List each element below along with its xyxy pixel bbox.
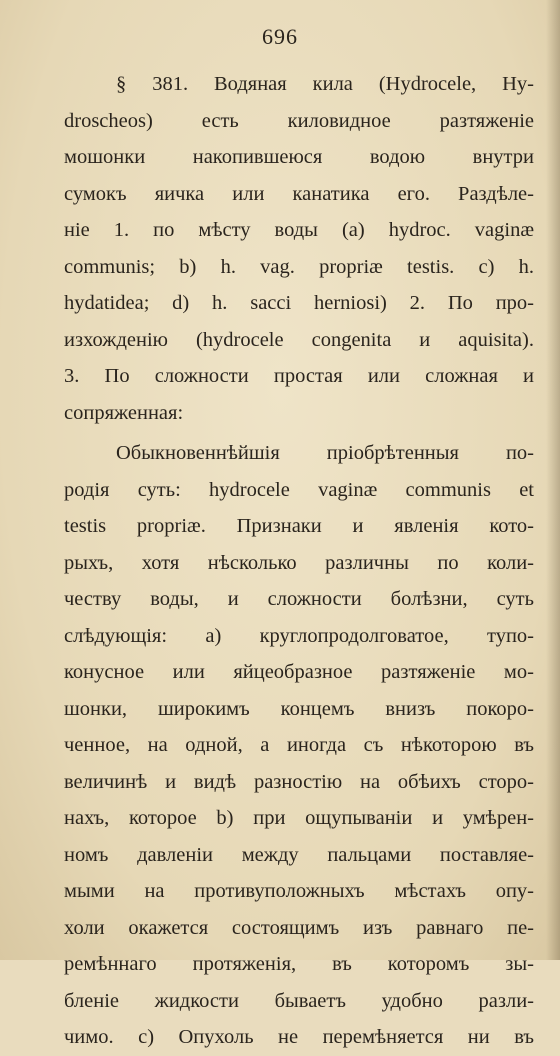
text-line: Обыкновеннѣйшія пріобрѣтенныя по- bbox=[116, 442, 534, 464]
text-line: hydatidea; d) h. sacci herniosi) 2. По про- bbox=[64, 292, 534, 314]
text-line: мошонки накопившеюся водою внутри bbox=[64, 146, 534, 168]
text-line: 3. По сложности простая или сложная и bbox=[64, 365, 534, 387]
text-line: ніе 1. по мѣсту воды (а) hydroc. vaginæ bbox=[64, 219, 534, 241]
text-line: § 381. Водяная кила (Hydrocele, Hy- bbox=[116, 73, 534, 95]
text-line: рыхъ, хотя нѣсколько различны по коли- bbox=[64, 551, 534, 574]
text-line: слѣдующія: а) круглопродолговатое, тупо- bbox=[64, 624, 534, 647]
text-line: мыми на противуположныхъ мѣстахъ опу- bbox=[64, 880, 534, 902]
text-line: изхожденію (hydrocele congenita и aquisita). bbox=[64, 328, 534, 351]
page-number: 696 bbox=[262, 24, 298, 49]
page-edge-shadow bbox=[546, 0, 560, 960]
text-line: testis propriæ. Признаки и явленія кото- bbox=[64, 515, 534, 537]
text-line: номъ давленіи между пальцами поставляе- bbox=[64, 843, 534, 866]
text-line: родія суть: hydrocele vaginæ communis et bbox=[64, 478, 534, 501]
text-line: нахъ, которое b) при ощупываніи и умѣрен- bbox=[64, 807, 534, 829]
text-line: величинѣ и видѣ разностію на обѣихъ сторо- bbox=[64, 770, 534, 793]
text-line: ремѣннаго протяженія, въ которомъ зы- bbox=[64, 953, 534, 975]
text-line: холи окажется состоящимъ изъ равнаго пе- bbox=[64, 916, 534, 939]
text-line: бленіе жидкости бываетъ удобно разли- bbox=[64, 989, 534, 1012]
text-line: droscheos) есть киловидное разтяженіе bbox=[64, 109, 534, 132]
text-line: сумокъ яичка или канатика его. Раздѣле- bbox=[64, 182, 534, 205]
text-line: ченное, на одной, а иногда съ нѣкоторою въ bbox=[64, 734, 534, 756]
text-line: communis; b) h. vag. propriæ testis. c) h. bbox=[64, 255, 534, 278]
text-line: шонки, широкимъ концемъ внизъ покоро- bbox=[64, 697, 534, 720]
page-text bbox=[64, 66, 534, 1056]
text-line: сопряженная: bbox=[64, 401, 184, 424]
text-line: чимо. с) Опухоль не перемѣняется ни въ bbox=[64, 1026, 534, 1048]
text-line: конусное или яйцеобразное разтяженіе мо- bbox=[64, 661, 534, 683]
text-line: честву воды, и сложности болѣзни, суть bbox=[64, 588, 534, 610]
